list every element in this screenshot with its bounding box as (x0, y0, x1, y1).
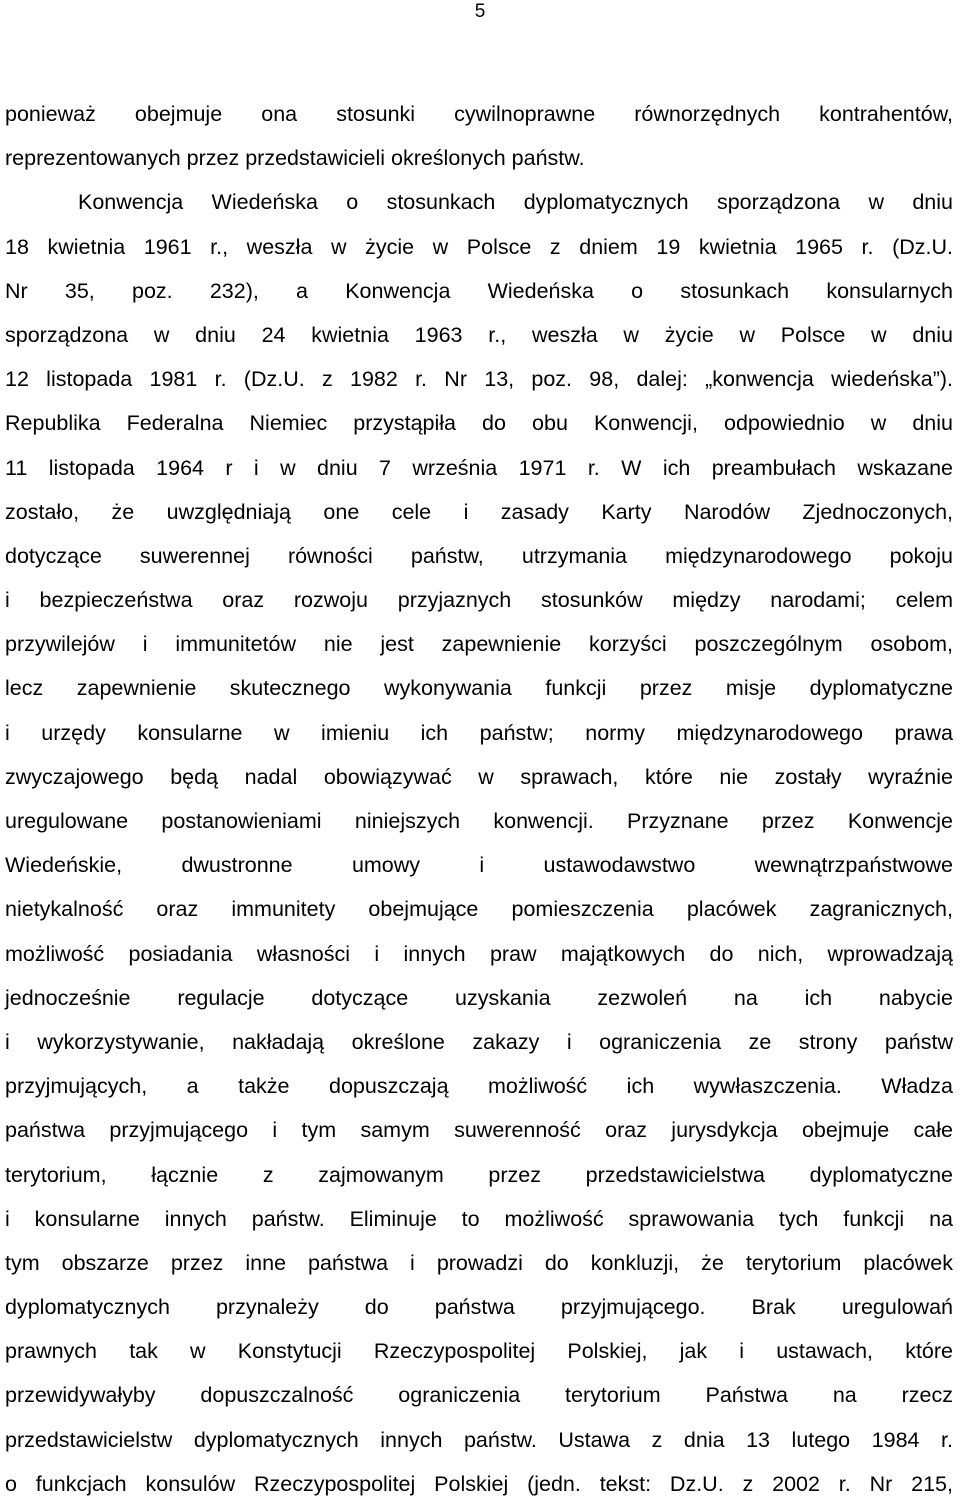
text-line: Konwencja Wiedeńska o stosunkach dyplomatycznych sporządzona w dniu (78, 190, 953, 215)
text-line: Republika Federalna Niemiec przystąpiła do obu Konwencji, odpowiednio w dniu (5, 411, 953, 436)
text-line: i bezpieczeństwa oraz rozwoju przyjaznych stosunków między narodami; celem (5, 588, 953, 613)
text-line: zwyczajowego będą nadal obowiązywać w sprawach, które nie zostały wyraźnie (5, 764, 953, 789)
text-line: i konsularne innych państw. Eliminuje to możliwość sprawowania tych funkcji na (5, 1206, 953, 1231)
text-line: ponieważ obejmuje ona stosunki cywilnoprawne równorzędnych kontrahentów, (5, 102, 953, 126)
text-line: dotyczące suwerennej równości państw, utrzymania międzynarodowego pokoju (5, 543, 953, 568)
text-line: przewidywałyby dopuszczalność ograniczenia terytorium Państwa na rzecz (5, 1383, 953, 1408)
text-line: i urzędy konsularne w imieniu ich państw; normy międzynarodowego prawa (5, 720, 953, 745)
text-line: państwa przyjmującego i tym samym suwerenność oraz jurysdykcja obejmuje całe (5, 1118, 953, 1143)
text-line: sporządzona w dniu 24 kwietnia 1963 r., weszła w życie w Polsce w dniu (5, 322, 953, 347)
text-line: zostało, że uwzględniają one cele i zasady Karty Narodów Zjednoczonych, (5, 499, 953, 524)
text-line: 11 listopada 1964 r i w dniu 7 września 1971 r. W ich preambułach wskazane (5, 455, 953, 480)
body-text (5, 92, 953, 1502)
text-line: Nr 35, poz. 232), a Konwencja Wiedeńska o stosunkach konsularnych (5, 278, 953, 303)
text-line: 18 kwietnia 1961 r., weszła w życie w Polsce z dniem 19 kwietnia 1965 r. (Dz.U. (5, 234, 953, 259)
text-line: jednocześnie regulacje dotyczące uzyskania zezwoleń na ich nabycie (5, 985, 953, 1010)
text-line: przywilejów i immunitetów nie jest zapewnienie korzyści poszczególnym osobom, (5, 632, 953, 657)
text-line: terytorium, łącznie z zajmowanym przez przedstawicielstwa dyplomatyczne (5, 1162, 953, 1187)
text-line: reprezentowanych przez przedstawicieli określonych państw. (5, 146, 585, 171)
text-line: możliwość posiadania własności i innych praw majątkowych do nich, wprowadzają (5, 941, 953, 966)
text-line: nietykalność oraz immunitety obejmujące pomieszczenia placówek zagranicznych, (5, 897, 953, 922)
text-line: Wiedeńskie, dwustronne umowy i ustawodawstwo wewnątrzpaństwowe (5, 853, 953, 878)
text-line: dyplomatycznych przynależy do państwa przyjmującego. Brak uregulowań (5, 1295, 953, 1320)
text-line: przyjmujących, a także dopuszczają możliwość ich wywłaszczenia. Władza (5, 1074, 953, 1099)
text-line: 12 listopada 1981 r. (Dz.U. z 1982 r. Nr 13, poz. 98, dalej: „konwencja wiedeńska”). (5, 367, 953, 392)
text-line: lecz zapewnienie skutecznego wykonywania funkcji przez misje dyplomatyczne (5, 676, 953, 701)
page-number: 5 (474, 1, 486, 22)
text-line: prawnych tak w Konstytucji Rzeczypospolitej Polskiej, jak i ustawach, które (5, 1339, 953, 1364)
text-line: przedstawicielstw dyplomatycznych innych państw. Ustawa z dnia 13 lutego 1984 r. (5, 1427, 953, 1452)
text-line: i wykorzystywanie, nakładają określone zakazy i ograniczenia ze strony państw (5, 1029, 953, 1054)
text-line: tym obszarze przez inne państwa i prowadzi do konkluzji, że terytorium placówek (5, 1250, 953, 1275)
text-line: o funkcjach konsulów Rzeczypospolitej Polskiej (jedn. tekst: Dz.U. z 2002 r. Nr 215, (5, 1471, 953, 1496)
text-line: uregulowane postanowieniami niniejszych konwencji. Przyznane przez Konwencje (5, 809, 953, 833)
